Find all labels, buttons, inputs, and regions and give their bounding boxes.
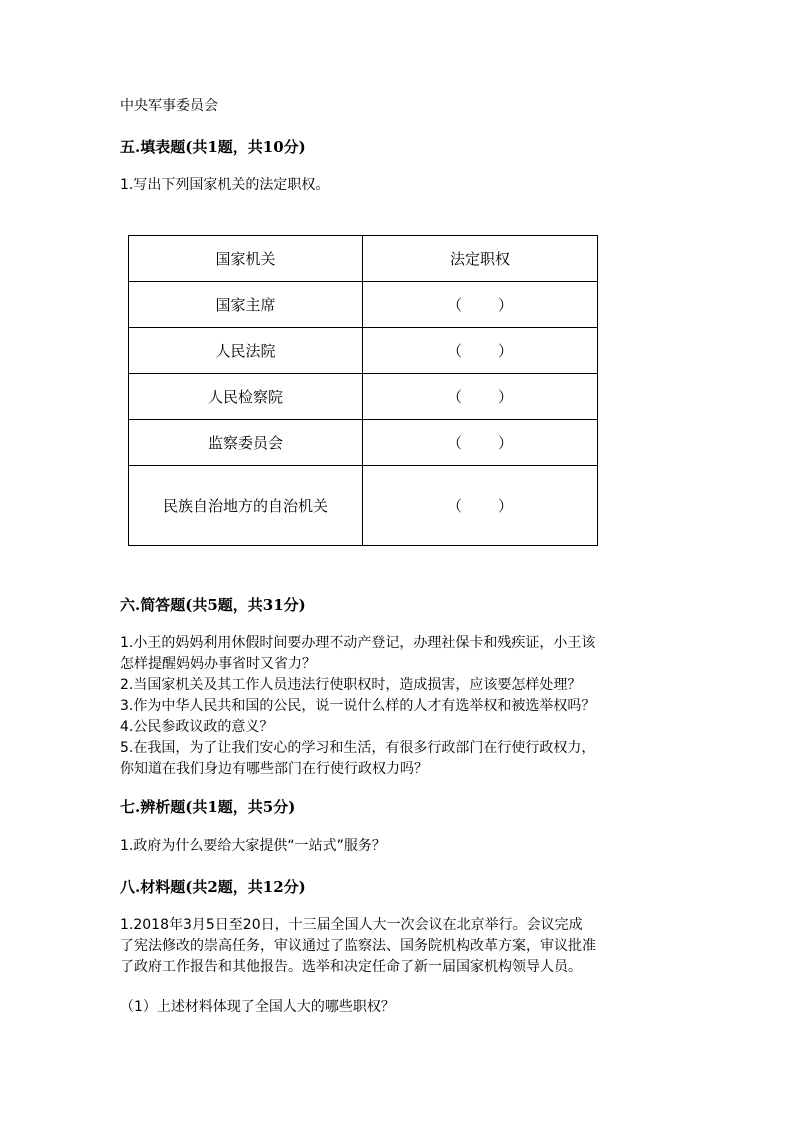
top-line: 中央军事委员会: [120, 98, 218, 114]
table-cell-organ: 人民检察院: [129, 374, 363, 420]
section-seven-question-1: 1.政府为什么要给大家提供“一站式”服务？: [120, 838, 386, 854]
close-paren: ）: [497, 342, 513, 360]
table-cell-answer-blank: [363, 374, 598, 420]
section-six-title: 六.简答题(共5题，共31分): [120, 596, 306, 614]
table-cell-organ: 国家主席: [129, 282, 363, 328]
question-line: 5.在我国，为了让我们安心的学习和生活，有很多行政部门在行使行政权力，: [120, 740, 596, 756]
open-paren: （: [447, 342, 463, 360]
section-five-title: 五.填表题(共1题，共10分): [120, 138, 306, 156]
close-paren: ）: [497, 388, 513, 406]
material-line: 了政府工作报告和其他报告。选举和决定任命了新一届国家机构领导人员。: [120, 959, 582, 975]
question-line: 4.公民参政议政的意义？: [120, 719, 274, 735]
table-row: [129, 282, 598, 328]
question-line: 1.小王的妈妈利用休假时间要办理不动产登记，办理社保卡和残疾证，小王该: [120, 635, 596, 651]
table-header-row: [129, 236, 598, 282]
table-row: [129, 374, 598, 420]
section-five-question-1: 1.写出下列国家机关的法定职权。: [120, 177, 330, 193]
section-eight-title: 八.材料题(共2题，共12分): [120, 878, 306, 896]
section-eight-material: [120, 915, 596, 978]
table-cell-organ: 人民法院: [129, 328, 363, 374]
table-cell-organ: [129, 466, 363, 546]
question-line: 3.作为中华人民共和国的公民，说一说什么样的人才有选举权和被选举权吗？: [120, 698, 596, 714]
close-paren: ）: [497, 434, 513, 452]
question-line: 2.当国家机关及其工作人员违法行使职权时，造成损害，应该要怎样处理？: [120, 677, 582, 693]
table-row: [129, 328, 598, 374]
open-paren: （: [447, 388, 463, 406]
open-paren: （: [447, 497, 463, 515]
table-row: [129, 466, 598, 546]
question-line: 怎样提醒妈妈办事省时又省力？: [120, 656, 316, 672]
table-cell-organ: 监察委员会: [129, 420, 363, 466]
table-cell-answer-blank: [363, 466, 598, 546]
table-row: [129, 420, 598, 466]
section-six-questions: [120, 633, 595, 780]
table-cell-answer-blank: [363, 420, 598, 466]
close-paren: ）: [497, 296, 513, 314]
question-line: 你知道在我们身边有哪些部门在行使行政权力吗？: [120, 761, 428, 777]
section-eight-subquestion-1: （1）上述材料体现了全国人大的哪些职权？: [120, 999, 395, 1015]
table-cell-answer-blank: [363, 328, 598, 374]
table-cell-answer-blank: [363, 282, 598, 328]
section-seven-title: 七.辨析题(共1题，共5分): [120, 798, 296, 816]
material-line: 1.2018年3月5日至20日，十三届全国人大一次会议在北京举行。会议完成: [120, 917, 583, 933]
table-header-powers: 法定职权: [363, 236, 598, 282]
open-paren: （: [447, 434, 463, 452]
close-paren: ）: [497, 497, 513, 515]
table-header-organ: 国家机关: [129, 236, 363, 282]
open-paren: （: [447, 296, 463, 314]
organ-powers-table: [128, 235, 598, 546]
table-cell-organ-text: 民族自治地方的自治机关: [162, 496, 328, 515]
material-line: 了宪法修改的崇高任务，审议通过了监察法、国务院机构改革方案，审议批准: [120, 938, 596, 954]
